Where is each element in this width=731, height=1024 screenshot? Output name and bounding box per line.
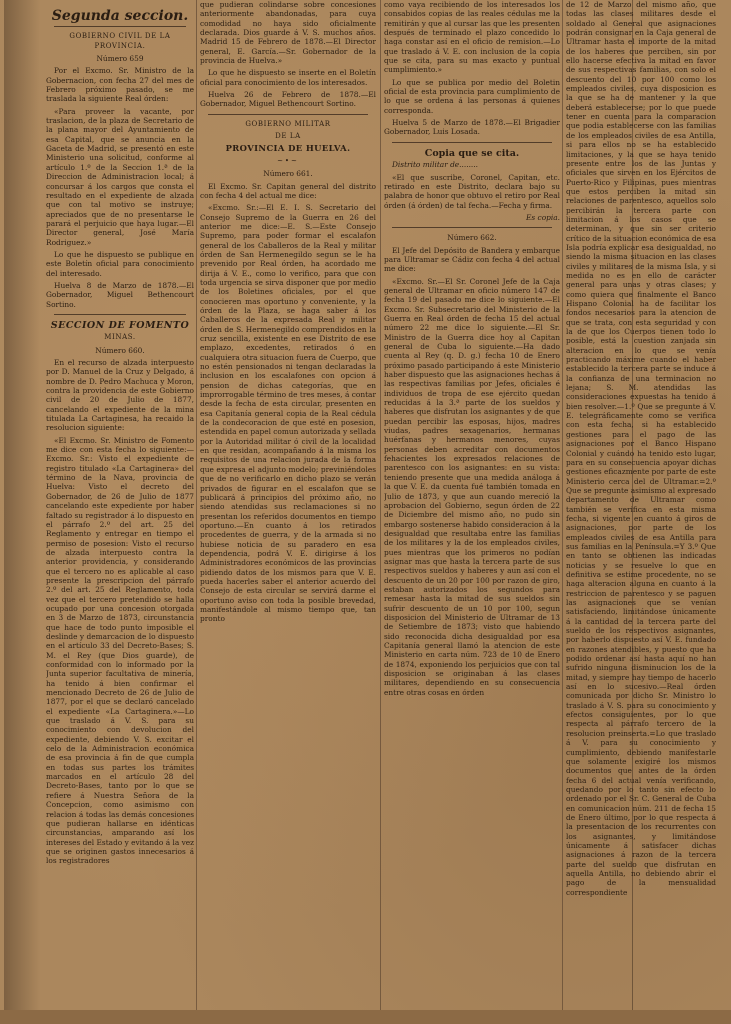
paragraph: «Excmo. Sr.—El Sr. Coronel Jefe de la Caja general de Ultramar en oficio número 147 de fecha 19 del pasado me dice lo siguiente.—El Excmo. Sr. Subsecretario del Ministerio de la Guerra en Real órden de fecha 15 del actual número 22 me dice lo siguiente.—El Sr. Ministro de la Guerra dice hoy al Capitan general de Cuba lo siguiente.—Ha dado cuenta al Rey (q. D. g.) fecha 10 de Enero próximo pasado participando á este Ministerio haber dispuesto que las asignaciones hechas á las respectivas familias por Jefes, oficiales é individuos de tropa de ese ejército quedan reducidas á la 3.ª parte de los sueldos y haberes que disfrutan los asignantes y de que puedan percibir las esposas, hijos, madres viudas, padres sexagenarios, hermanas huérfanas y hermanos menores, cuyas personas deben acreditar con documentos fehacientes los expresados relaciones de parentesco con los asignantes: en su vista: teniendo presente que una medida análoga á la que V. E. da cuenta fué también tomada en Julio de 1873, y que aun cuando mereció la aprobacion del Gobierno, segun órden de 22 de Diciembre del mismo año, no pudo sin embargo sostenerse habido consideracion á la desigualdad que resultaba entre las familias de los militares y la de los empleados civiles, pues mientras que los primeros no podían asignar mas que hasta la tercera parte de sus respectivos sueldos y haberes y aun así con el descuento de un 20 por 100 por razon de giro, estaban autorizados los segundos para remesar hasta la mitad de sus sueldos sin sufrir descuento de un 10 por 100, segun disposicion del Ministerio de Ultramar de 13 de Setiembre de 1873; visto que habiendo sido reconocida dicha desigualdad por esa Capitanía general llamó la atencion de este Ministerio en carta núm. 723 de 10 de Enero de 1874, exponiendo los perjuicios que con tal disposicion se originaban á las clases militares, dependiendo en su consecuencia entre otras cosas en órden bbox=[384, 276, 560, 697]
copia-heading: Copia que se cita. bbox=[424, 147, 520, 159]
column-rule bbox=[562, 0, 563, 1010]
divider bbox=[208, 114, 368, 115]
ornament: ~•~ bbox=[277, 156, 299, 165]
heading-connector: DE LA bbox=[275, 132, 301, 141]
column-3 bbox=[384, 0, 560, 1010]
column-4 bbox=[566, 0, 716, 1010]
es-copia: Es copia. bbox=[526, 212, 560, 222]
page-bottom-edge bbox=[0, 1010, 731, 1024]
column-2 bbox=[200, 0, 376, 1010]
gobierno-civil-heading: GOBIERNO CIVIL DE LA PROVINCIA. bbox=[69, 32, 171, 50]
paragraph: «El que suscribe, Coronel, Capitan, etc. retirado en este Distrito, declara bajo su palabra de honor que obtuvo el retiro por Real órden (á órden) de tal fecha.—Fecha y firma. bbox=[384, 172, 560, 210]
column-1 bbox=[46, 0, 194, 1010]
divider bbox=[54, 314, 186, 315]
divider bbox=[54, 26, 186, 27]
provincia-heading: PROVINCIA DE HUELVA. bbox=[225, 143, 351, 154]
paragraph: Lo que he dispuesto se inserte en el Boletín oficial para conocimiento de los interesados. bbox=[200, 68, 376, 87]
paragraph: «Para proveer la vacante, por traslacion, de la plaza de Secretario de la plana mayor del Ayuntamiento de esa Capital, que se anuncia en la Gaceta de Madrid, se presentó en este Ministerio una solicitud, conforme al artículo 1.º de la Seccion 1.ª de la Direccion de Administracion local; á concursar á los cargos que consta el resultado en el expediente de alzada que con tal motivo se instruye; apreciados que de no presentarse le parará el perjuicio que haya lugar.—El Director general, José María Rodriguez.» bbox=[46, 106, 194, 247]
minas-heading: MINAS. bbox=[104, 333, 136, 342]
paragraph: Huelva 8 de Marzo de 1878.—El Gobernador, Miguel Bethencourt Sortino. bbox=[46, 280, 194, 309]
paragraph: «El Excmo. Sr. Ministro de Fomento me dice con esta fecha lo siguiente:—Excmo. Sr.: Visto el expediente de registro titulado «La Cartaginera» del término de la Nava, provincia de Huelva: Visto el decreto del Gobernador, de 26 de Julio de 1877 cancelando este expediente por haber faltado su registrador á lo dispuesto en el párrafo 2.º del art. 25 del Reglamento y entregar en tiempo el permiso de posesion: Visto el recurso de alzada interpuesto contra la anterior providencia, y considerando que el tercero no es aplicable al caso presente la prescripcion del párrafo 2.º del art. 25 del Reglamento, toda vez que el tercero pretendido se halla ocupado por una concesion otorgada en 3 de Marzo de 1873, circunstancia que hace de todo punto imposible el deslinde y demarcacion de lo dispuesto en el artículo 33 del Decreto-Bases; S. M. el Rey (que Dios guarde), de conformidad con lo informado por la Junta superior facultativa de minería, ha tenido á bien confirmar el mencionado Decreto de 26 de Julio de 1877, por el que se declaró cancelado el expediente «La Cartaginera.»—Lo que traslado á V. S. para su conocimiento con devolucion del expediente, debiendo V. S. excitar el celo de la Administracion económica de esa provincia á fin de que cumpla en todas sus partes los trámites marcados en el artículo 28 del Decreto-Bases, tanto por lo que se refiere á Nuestra Señora de la Concepcion, como asimismo con relacion á todas las demás concesiones que pudieran hallarse en idénticas circunstancias, amparando así los intereses del Estado y evitando á la vez que se originen gastos innecesarios á los registradores bbox=[46, 435, 194, 866]
paragraph: «Excmo. Sr.:—El E. I. S. Secretario del Consejo Supremo de la Guerra en 26 del anterior me dice:—E. S.—Este Consejo Supremo, para poder formar el escalafon general de los Caballeros de la Real y militar órden de San Hermenegildo segun se le ha prevenido por Real órden, ha acordado me dirija á V. E., como lo verifico, para que con toda urgencia se sirva disponer que por medio de los Boletines oficiales, por el que conocieren mas oportuno y conveniente, y la órden de la Plaza, se haga saber á los Caballeros de la expresada Real y militar órden de S. Hermenegildo comprendidos en la cruz sencilla, existente en ese Distrito de ese emplazo, excedentes, retirados ó en cualquiera otra situacion fuera de Cuerpo, que no estén pensionados ni tengan declaradas la inclusion en los escalafones con opcion á pension de dichas categorías, que en improrrogable término de tres meses, á contar desde la fecha de esta circular, presenten en esa Capitanía general copia de la Real cédula de la condecoracion de que esté en posesion, estendida en papel comun autorizada y sellada por la Autoridad militar ó civil de la localidad en que residan, acompañando á la misma los requisitos de una relacion jurada de la forma que expresa el adjunto modelo; previniéndoles que de no verificarlo en dicho plazo se verán privados de figurar en el escalafon que se publicará á principios del próximo año, no siendo atendidas sus reclamaciones si no presentan los referidos documentos en tiempo oportuno.—En cuanto á los retirados procedentes de guerra, y de la armada si no hubiese noticia de su paradero en esa dependencia, podrá V. E. dirigirse á los Administradores económicos de las provincias pidiendo datos de los mismos para que V. E. pueda hacerles saber el anterior acuerdo del Consejo de esta circular se servirá darme el oportuno aviso con toda la posible brevedad, manifestándole al mismo tiempo que, tan pronto bbox=[200, 203, 376, 624]
paragraph: que pudieran colindarse sobre concesiones anteriormente abandonadas, para cuya comodidad no haya sido oficialmente declarada. Dios guarde á V. S. muchos años. Madrid 15 de Febrero de 1878.—El Director general, E. García.—Sr. Gobernador de la provincia de Huelva.» bbox=[200, 0, 376, 66]
distrito-line: Distrito militar de........ bbox=[392, 160, 478, 170]
divider bbox=[392, 142, 552, 143]
paragraph: de 12 de Marzo del mismo año, que todas las clases militares desde el soldado al General que asignaciones podrán consignar en la Caja general de Ultramar hasta el importe de la mitad de los haberes que perciben, sin por ello hacerse efectiva la mitad en favor de sus respectivas familias, con solo el descuento del 10 por 100 como los empleados civiles, cuya disposicion es la que se ha de mantener y la que deberá establecerse; por lo que puede tener en cuenta para la comparacion que podia establecerse con las familias de los empleados civiles de esa Antilla, si para ellos no se ha establecido limitaciones, y la que se haya tenido presente entre los de las Juntas y oficiales que sirven en los Ejércitos de Puerto-Rico y Filipinas, pues mientras que estos perciben la mitad sin relaciones de parentesco, aquellos solo percibirán la tercera parte con limitacion á los casos que se determinan, y que sin ser criterio crítico de la situacion económica de esa Isla podría explicar esa desigualdad, no siendo la misma situacion en las clases civiles y militares de la misma Isla, y si medida no es en ello de carácter general para unas y otras clases; y como quiera que finalmente el Banco Hispano Colonial ha de facilitar los fondos necesarios para la atencion de que se trata, con esta seguridad y con la de que los Cuerpos tienen todo lo posible, está la cuestion zanjada sin alteracion en lo que se venía practicando máxime cuando el haber establecido la tercera parte se induce á la confianza de una terminacion no lejana; S. M. atendidas las consideraciones expuestas ha tenido á bien resolver.—1.º Que se pregunte á V. E. telegráficamente como se verifica con esta fecha, si ha establecido gestiones para el pago de las asignaciones por el Banco Hispano Colonial y cuándo ha tenido esto lugar, para en su consecuencia apoyar dichas gestiones eficazmente por parte de este Ministerio cerca del de Ultramar.=2.º Que se pregunte asimismo al expresado departamento de Ultramar como también se verifica en esta misma fecha, si vigente en cuanto á giros de asignaciones, por parte de los empleados civiles de esa Antilla para sus familias en la Península.=Y 3.º Que en tanto se obtienen las indicadas noticias y se resuelve lo que en definitiva se estime procedente, no se haga alteracion alguna en cuanto á la restriccion de parentesco y se paguen las asignaciones que se venían satisfaciendo, limitándose únicamente á la cantidad de la tercera parte del sueldo de los respectivos asignantes, por haberlo dispuesto así V. E. fundado en razones atendibles, y puesto que ha podido ordenar así hasta aquí no han sufrido ninguna disminucion los de la mitad, y siempre hay tiempo de hacerlo así en lo sucesivo.—Real órden comunicada por dicho Sr. Ministro lo traslado á V. S. para su conocimiento y efectos consiguientes, por lo que respecta al párrafo tercero de la resolucion preinserta.=Lo que traslado á V. para su conocimiento y cumplimiento, debiendo manifestarle que solamente exigiré los mismos documentos que antes de la órden fecha 6 del actual venía verificando, quedando por lo tanto sin efecto lo ordenado por el Sr. C. General de Cuba en comunicacion núm. 211 de fecha 15 de Enero último, por lo que respecta á la presentacion de los recurrentes con los asignantes, y limitándose únicamente á satisfacer dichas asignaciones á razon de la tercera parte del sueldo que disfrutan en aquella Antilla, no debiendo abrir el pago de la mensualidad correspondiente bbox=[566, 0, 716, 897]
paragraph: En el recurso de alzada interpuesto por D. Manuel de la Cruz y Delgado, á nombre de D. Pedro Machuca y Moron, contra la providencia de este Gobierno civil de 20 de Julio de 1877, cancelando el expediente de la mina titulada La Cartaginesa, ha recaido la resolucion siguiente: bbox=[46, 358, 194, 433]
article-number: Número 660. bbox=[95, 345, 145, 355]
paragraph: El Jefe del Depósito de Bandera y embarque para Ultramar se Cádiz con fecha 4 del actual me dice: bbox=[384, 245, 560, 274]
paragraph: Huelva 26 de Febrero de 1878.—El Gobernador, Miguel Bethencourt Sortino. bbox=[200, 90, 376, 109]
paragraph: Lo que se publica por medio del Boletin oficial de esta provincia para cumplimiento de lo que se ordena á las personas á quienes corresponda. bbox=[384, 77, 560, 115]
column-rule bbox=[380, 0, 381, 1010]
paragraph: El Excmo. Sr. Capitan general del distrito con fecha 4 del actual me dice: bbox=[200, 181, 376, 200]
fomento-heading: SECCION DE FOMENTO bbox=[50, 319, 190, 331]
divider bbox=[392, 227, 552, 228]
article-number: Número 662. bbox=[447, 233, 497, 243]
paragraph: Lo que he dispuesto se publique en este Boletín oficial para conocimiento del interesado. bbox=[46, 249, 194, 278]
article-number: Número 661. bbox=[263, 169, 313, 179]
binding-shadow bbox=[4, 0, 40, 1024]
column-rule bbox=[196, 0, 197, 1010]
paragraph: como vaya recibiendo de los interesados los consabidos copias de las reales cédulas me la remitirán y que al cursar las que les presenten después de terminado el plazo concedido lo haga constar así en el oficio de remision.—Lo que traslado á V. E. con inclusion de la copia que se cita, para su mas exacto y puntual cumplimiento.» bbox=[384, 0, 560, 75]
paragraph: Huelva 5 de Marzo de 1878.—El Brigadier Gobernador, Luis Losada. bbox=[384, 118, 560, 137]
paragraph: Por el Excmo. Sr. Ministro de la Gobernacion, con fecha 27 del mes de Febrero próximo pasado, se me traslada la siguiente Real órden: bbox=[46, 66, 194, 104]
gobierno-militar-heading: GOBIERNO MILITAR bbox=[245, 119, 331, 128]
section-title: Segunda seccion. bbox=[51, 8, 189, 24]
article-number: Número 659 bbox=[96, 54, 144, 64]
